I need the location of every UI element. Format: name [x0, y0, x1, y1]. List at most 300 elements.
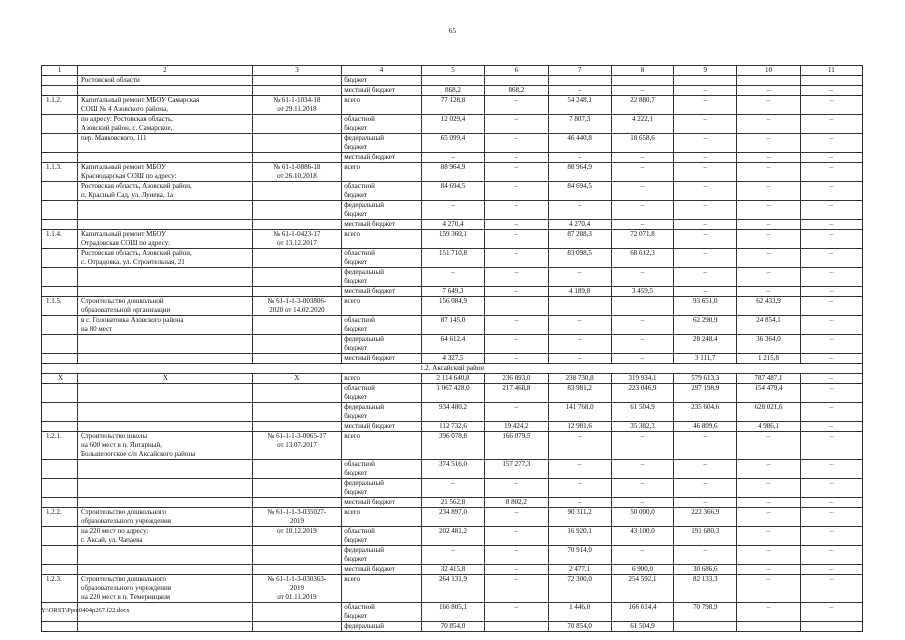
contract-number	[252, 546, 342, 565]
amount-cell	[611, 297, 673, 316]
amount-cell: –	[485, 201, 548, 220]
amount-cell	[548, 297, 611, 316]
amount-cell: –	[737, 498, 800, 508]
amount-cell: –	[800, 354, 862, 364]
object-name: Строительство школы на 600 мест в п. Янтарный, Большелогское с/п Аксайского района	[78, 432, 253, 460]
amount-cell: –	[800, 335, 862, 354]
table-row	[42, 268, 863, 287]
funding-source: всего	[342, 230, 422, 249]
amount-cell: 62 433,9	[737, 297, 800, 316]
amount-cell	[421, 76, 484, 86]
amount-cell: –	[674, 220, 737, 230]
contract-number	[252, 479, 342, 498]
amount-cell: 83 098,5	[548, 249, 611, 268]
amount-cell: 54 248,1	[548, 96, 611, 115]
object-name	[78, 403, 253, 422]
amount-cell: –	[611, 498, 673, 508]
file-path-footer: Y:\ORST\Ppo\0404p267.f22.docx	[41, 607, 130, 614]
funding-source: всего	[342, 432, 422, 460]
amount-cell: –	[674, 498, 737, 508]
section-title: 1.2. Аксайский район	[42, 364, 863, 374]
table-row	[42, 603, 863, 622]
funding-source: всего	[342, 297, 422, 316]
amount-cell: 934 480,2	[421, 403, 484, 422]
item-number	[42, 86, 78, 96]
amount-cell: 36 364,0	[737, 335, 800, 354]
amount-cell: –	[800, 460, 862, 479]
amount-cell: –	[611, 354, 673, 364]
amount-cell: 30 686,6	[674, 565, 737, 575]
item-number	[42, 479, 78, 498]
amount-cell: –	[421, 201, 484, 220]
funding-source: местный бюджет	[342, 565, 422, 575]
amount-cell: 2 114 640,8	[421, 374, 484, 384]
table-row	[42, 432, 863, 460]
contract-number	[252, 384, 342, 403]
amount-cell: –	[737, 153, 800, 163]
amount-cell: –	[485, 575, 548, 603]
amount-cell: –	[737, 460, 800, 479]
contract-number	[252, 316, 342, 335]
table-row	[42, 316, 863, 335]
amount-cell: 4 270,4	[421, 220, 484, 230]
table-row	[42, 201, 863, 220]
object-name: Ростовской области	[78, 76, 253, 86]
amount-cell: –	[674, 432, 737, 460]
funding-source: федеральный бюджет	[342, 479, 422, 498]
amount-cell: 62 290,9	[674, 316, 737, 335]
amount-cell: –	[674, 546, 737, 565]
amount-cell: 70 914,0	[548, 546, 611, 565]
amount-cell: –	[800, 603, 862, 622]
amount-cell: –	[485, 527, 548, 546]
table-row	[42, 622, 863, 632]
amount-cell: 84 694,5	[421, 182, 484, 201]
amount-cell: –	[485, 354, 548, 364]
funding-source: федеральный бюджет	[342, 201, 422, 220]
item-number	[42, 76, 78, 86]
contract-number: № 61-1-1034-18 от 29.11.2018	[252, 96, 342, 115]
item-number: 1.2.2.	[42, 508, 78, 527]
item-number	[42, 565, 78, 575]
contract-number: № 61-1-1-3-003806- 2020 от 14.02.2020	[252, 297, 342, 316]
amount-cell	[548, 76, 611, 86]
funding-source: местный бюджет	[342, 354, 422, 364]
amount-cell: –	[737, 479, 800, 498]
amount-cell: 65 099,4	[421, 134, 484, 153]
table-row	[42, 96, 863, 115]
amount-cell: –	[674, 249, 737, 268]
amount-cell: –	[611, 86, 673, 96]
contract-number	[252, 201, 342, 220]
amount-cell: 396 078,8	[421, 432, 484, 460]
amount-cell: 72 300,0	[548, 575, 611, 603]
amount-cell: 238 730,8	[548, 374, 611, 384]
object-name	[78, 287, 253, 297]
amount-cell: –	[674, 153, 737, 163]
funding-source: местный бюджет	[342, 498, 422, 508]
amount-cell: –	[485, 249, 548, 268]
contract-number	[252, 86, 342, 96]
amount-cell: –	[485, 96, 548, 115]
amount-cell: –	[548, 335, 611, 354]
object-name	[78, 335, 253, 354]
amount-cell: –	[737, 182, 800, 201]
table-row	[42, 479, 863, 498]
object-name: Капитальный ремонт МБОУ Самарская СОШ № 4 Азовского района,	[78, 96, 253, 115]
item-number: 1.1.2.	[42, 96, 78, 115]
amount-cell: 264 131,9	[421, 575, 484, 603]
amount-cell: 628 021,6	[737, 403, 800, 422]
column-number-header: 8	[611, 66, 673, 76]
amount-cell: –	[800, 96, 862, 115]
amount-cell: –	[611, 335, 673, 354]
column-number-header: 1	[42, 66, 78, 76]
amount-cell: 4 270,4	[548, 220, 611, 230]
amount-cell: 28 248,4	[674, 335, 737, 354]
contract-number	[252, 76, 342, 86]
amount-cell: –	[737, 527, 800, 546]
amount-cell: –	[548, 354, 611, 364]
amount-cell: –	[485, 403, 548, 422]
page-number: 65	[449, 27, 456, 35]
amount-cell: 84 694,5	[548, 182, 611, 201]
amount-cell: –	[737, 565, 800, 575]
amount-cell: 787 487,1	[737, 374, 800, 384]
amount-cell: –	[674, 479, 737, 498]
amount-cell: –	[611, 546, 673, 565]
amount-cell	[800, 622, 862, 632]
amount-cell: 72 071,8	[611, 230, 673, 249]
table-row	[42, 565, 863, 575]
amount-cell: –	[737, 249, 800, 268]
funding-source: областной бюджет	[342, 527, 422, 546]
amount-cell: –	[800, 546, 862, 565]
column-number-header: 3	[252, 66, 342, 76]
table-row	[42, 575, 863, 603]
amount-cell: –	[800, 230, 862, 249]
amount-cell	[674, 622, 737, 632]
table-row	[42, 527, 863, 546]
amount-cell: –	[674, 230, 737, 249]
amount-cell: –	[800, 384, 862, 403]
item-number	[42, 249, 78, 268]
amount-cell: –	[800, 220, 862, 230]
amount-cell: 12 029,4	[421, 115, 484, 134]
amount-cell: –	[485, 268, 548, 287]
amount-cell: 374 516,0	[421, 460, 484, 479]
amount-cell: 64 612,4	[421, 335, 484, 354]
item-number	[42, 460, 78, 479]
amount-cell: 141 768,0	[548, 403, 611, 422]
table-row	[42, 182, 863, 201]
funding-source: всего	[342, 508, 422, 527]
amount-cell: –	[421, 153, 484, 163]
amount-cell: –	[548, 86, 611, 96]
amount-cell: –	[611, 479, 673, 498]
item-number	[42, 115, 78, 134]
column-number-header: 5	[421, 66, 484, 76]
section-row	[42, 364, 863, 374]
header-row	[42, 66, 863, 76]
amount-cell: –	[800, 479, 862, 498]
amount-cell: 579 613,3	[674, 374, 737, 384]
contract-number	[252, 268, 342, 287]
object-name	[78, 153, 253, 163]
item-number: 1.1.4.	[42, 230, 78, 249]
amount-cell: –	[485, 546, 548, 565]
table-row	[42, 76, 863, 86]
contract-number	[252, 249, 342, 268]
amount-cell: 319 934,1	[611, 374, 673, 384]
amount-cell: 61 504,9	[611, 403, 673, 422]
amount-cell: 217 468,8	[485, 384, 548, 403]
amount-cell: 18 658,6	[611, 134, 673, 153]
funding-source: областной бюджет	[342, 182, 422, 201]
amount-cell: –	[674, 96, 737, 115]
column-number-header: 6	[485, 66, 548, 76]
amount-cell: –	[421, 546, 484, 565]
amount-cell: 22 880,7	[611, 96, 673, 115]
amount-cell: –	[548, 268, 611, 287]
amount-cell: –	[611, 163, 673, 182]
amount-cell: 8 802,2	[485, 498, 548, 508]
amount-cell: –	[800, 134, 862, 153]
amount-cell	[485, 622, 548, 632]
object-name: Капитальный ремонт МБОУ Краснодарская СОШ по адресу:	[78, 163, 253, 182]
amount-cell: 3 111,7	[674, 354, 737, 364]
amount-cell: –	[674, 182, 737, 201]
amount-cell: 4 189,8	[548, 287, 611, 297]
item-number	[42, 622, 78, 632]
object-name: Капитальный ремонт МБОУ Отрадовская СОШ по адресу:	[78, 230, 253, 249]
funding-source: областной бюджет	[342, 460, 422, 479]
amount-cell	[737, 622, 800, 632]
amount-cell: 87 145,0	[421, 316, 484, 335]
object-name	[78, 479, 253, 498]
table-row	[42, 297, 863, 316]
table-row	[42, 230, 863, 249]
item-number	[42, 182, 78, 201]
object-name: Х	[78, 374, 253, 384]
amount-cell: –	[800, 316, 862, 335]
amount-cell: 1 215,8	[737, 354, 800, 364]
amount-cell: –	[674, 86, 737, 96]
amount-cell: –	[485, 335, 548, 354]
amount-cell: –	[485, 508, 548, 527]
budget-table	[41, 65, 863, 632]
amount-cell: –	[737, 86, 800, 96]
funding-source: всего	[342, 96, 422, 115]
amount-cell: –	[800, 249, 862, 268]
contract-number: № 61-1-0423-17 от 13.12.2017	[252, 230, 342, 249]
amount-cell: –	[548, 460, 611, 479]
table-row	[42, 86, 863, 96]
amount-cell: –	[737, 432, 800, 460]
contract-number	[252, 153, 342, 163]
funding-source: всего	[342, 163, 422, 182]
amount-cell: –	[674, 134, 737, 153]
amount-cell: –	[548, 432, 611, 460]
funding-source: областной бюджет	[342, 316, 422, 335]
amount-cell: –	[611, 432, 673, 460]
contract-number: от 10.12.2019	[252, 527, 342, 546]
funding-source: федеральный бюджет	[342, 268, 422, 287]
amount-cell: 7 807,3	[548, 115, 611, 134]
object-name: на 220 мест по адресу: г. Аксай, ул. Чапаева	[78, 527, 253, 546]
amount-cell: 21 562,8	[421, 498, 484, 508]
table-row	[42, 508, 863, 527]
table-row	[42, 220, 863, 230]
amount-cell: –	[800, 297, 862, 316]
table-row	[42, 287, 863, 297]
amount-cell: –	[611, 153, 673, 163]
contract-number	[252, 422, 342, 432]
object-name	[78, 422, 253, 432]
amount-cell: 222 366,9	[674, 508, 737, 527]
column-number-header: 9	[674, 66, 737, 76]
table-body	[42, 66, 863, 632]
amount-cell: –	[611, 182, 673, 201]
item-number: Х	[42, 374, 78, 384]
amount-cell: 70 854,0	[421, 622, 484, 632]
amount-cell: 1 446,0	[548, 603, 611, 622]
amount-cell: –	[548, 201, 611, 220]
amount-cell: –	[548, 498, 611, 508]
item-number	[42, 220, 78, 230]
amount-cell: –	[737, 287, 800, 297]
column-number-header: 7	[548, 66, 611, 76]
amount-cell: –	[800, 527, 862, 546]
amount-cell: 868,2	[421, 86, 484, 96]
amount-cell: –	[800, 374, 862, 384]
item-number: 1.2.1.	[42, 432, 78, 460]
amount-cell: 70 854,0	[548, 622, 611, 632]
amount-cell: –	[737, 508, 800, 527]
amount-cell: 88 964,9	[548, 163, 611, 182]
item-number	[42, 335, 78, 354]
amount-cell: 46 809,6	[674, 422, 737, 432]
amount-cell	[485, 76, 548, 86]
table-row	[42, 422, 863, 432]
amount-cell: 43 100,0	[611, 527, 673, 546]
contract-number: № 61-1-1-3-0065-17 от 13.07.2017	[252, 432, 342, 460]
amount-cell: 61 504,9	[611, 622, 673, 632]
contract-number	[252, 115, 342, 134]
table-row	[42, 498, 863, 508]
object-name	[78, 565, 253, 575]
contract-number	[252, 565, 342, 575]
amount-cell: 7 649,3	[421, 287, 484, 297]
amount-cell: –	[800, 565, 862, 575]
amount-cell: 87 288,3	[548, 230, 611, 249]
amount-cell: –	[800, 422, 862, 432]
amount-cell: –	[800, 575, 862, 603]
funding-source: всего	[342, 374, 422, 384]
amount-cell: –	[421, 479, 484, 498]
amount-cell: –	[485, 316, 548, 335]
object-name	[78, 498, 253, 508]
amount-cell: –	[800, 287, 862, 297]
item-number	[42, 316, 78, 335]
amount-cell: –	[800, 163, 862, 182]
object-name: в с. Головатовка Азовского района на 80 мест	[78, 316, 253, 335]
contract-number	[252, 622, 342, 632]
contract-number	[252, 287, 342, 297]
amount-cell: 93 651,0	[674, 297, 737, 316]
amount-cell: –	[548, 153, 611, 163]
funding-source: областной бюджет	[342, 115, 422, 134]
item-number	[42, 403, 78, 422]
amount-cell: 82 133,3	[674, 575, 737, 603]
funding-source: областной бюджет	[342, 249, 422, 268]
table-row	[42, 115, 863, 134]
amount-cell: –	[485, 220, 548, 230]
amount-cell: 16 920,1	[548, 527, 611, 546]
table-row	[42, 335, 863, 354]
object-name	[78, 220, 253, 230]
item-number	[42, 354, 78, 364]
amount-cell: 166 805,1	[421, 603, 484, 622]
item-number	[42, 422, 78, 432]
table-row	[42, 354, 863, 364]
amount-cell: 156 084,9	[421, 297, 484, 316]
amount-cell: –	[548, 479, 611, 498]
amount-cell: 2 477,1	[548, 565, 611, 575]
amount-cell: –	[548, 316, 611, 335]
item-number	[42, 268, 78, 287]
amount-cell: –	[485, 479, 548, 498]
contract-number	[252, 354, 342, 364]
amount-cell: –	[485, 163, 548, 182]
amount-cell: 6 900,0	[611, 565, 673, 575]
table-row	[42, 134, 863, 153]
item-number	[42, 153, 78, 163]
amount-cell: –	[485, 565, 548, 575]
amount-cell: 112 732,6	[421, 422, 484, 432]
amount-cell: 254 592,1	[611, 575, 673, 603]
column-number-header: 10	[737, 66, 800, 76]
object-name: Ростовская область, Азовский район, п. Красный Сад, ул. Лунева, 1а	[78, 182, 253, 201]
table-row	[42, 374, 863, 384]
object-name	[78, 384, 253, 403]
amount-cell: –	[485, 230, 548, 249]
object-name: Ростовская область, Азовский район, с. Отрадовка, ул. Строительная, 21	[78, 249, 253, 268]
contract-number: № 61-1-1-3-035027- 2019	[252, 508, 342, 527]
amount-cell: 166 614,4	[611, 603, 673, 622]
amount-cell: –	[421, 268, 484, 287]
amount-cell: –	[674, 115, 737, 134]
object-name: Строительство дошкольного образовательного учреждения	[78, 508, 253, 527]
contract-number: № 61-1-0886-18 от 26.10.2018	[252, 163, 342, 182]
amount-cell: 88 964,9	[421, 163, 484, 182]
funding-source: всего	[342, 575, 422, 603]
column-number-header: 2	[78, 66, 253, 76]
item-number: 1.1.5.	[42, 297, 78, 316]
object-name	[78, 86, 253, 96]
amount-cell: –	[737, 163, 800, 182]
amount-cell: –	[485, 153, 548, 163]
item-number	[42, 384, 78, 403]
amount-cell: 202 481,2	[421, 527, 484, 546]
funding-source: федеральный бюджет	[342, 335, 422, 354]
funding-source: бюджет	[342, 76, 422, 86]
amount-cell: –	[485, 182, 548, 201]
amount-cell: –	[737, 201, 800, 220]
item-number	[42, 201, 78, 220]
amount-cell: –	[737, 546, 800, 565]
contract-number	[252, 134, 342, 153]
